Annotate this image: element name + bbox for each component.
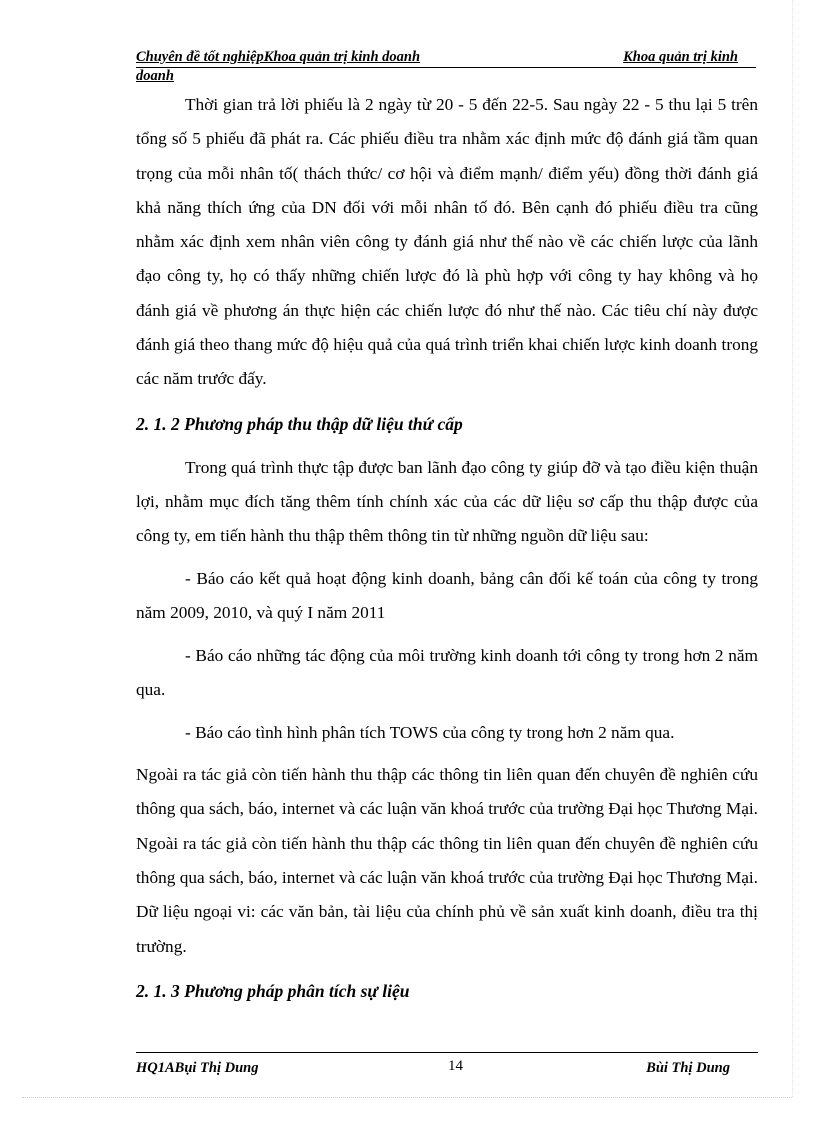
paragraph-survey-response: Thời gian trả lời phiếu là 2 ngày từ 20 - 5 đến 22-5. Sau ngày 22 - 5 thu lại 5 trên tổng số 5 phiếu đã phát ra. Các phiếu điều tra nhằm xác định mức độ đánh giá tầm quan trọng của mỗi nhân tố( thách thức/ cơ hội và điểm mạnh/ điểm yếu) đồng thời đánh giá khả năng thích ứng của DN đối với mỗi nhân tố đó. Bên cạnh đó phiếu điều tra cũng nhằm xác định xem nhân viên công ty đánh giá như thế nào về các chiến lược của lãnh đạo công ty, họ có thấy những chiến lược đó là phù hợp với công ty hay không và họ đánh giá về phương án thực hiện các chiến lược đó như thế nào. Các tiêu chí này được đánh giá theo thang mức độ hiệu quả của quá trình triển khai chiến lược kinh doanh trong các năm trước đấy. (136, 95, 758, 389)
header-rule (136, 67, 756, 68)
paragraph-additional-sources: Ngoài ra tác giả còn tiến hành thu thập các thông tin liên quan đến chuyên đề nghiên cứu thông qua sách, báo, internet và các luận văn khoá trước của trường Đại học Thương Mại. Ngoài ra tác giả còn tiến hành thu thập các thông tin liên quan đến chuyên đề nghiên cứu thông qua sách, báo, internet và các luận văn khoá trước của trường Đại học Thương Mại. Dữ liệu ngoại vi: các văn bản, tài liệu của chính phủ về sản xuất kinh doanh, điều tra thị trường. (136, 765, 758, 956)
paragraph-secondary-data-intro: Trong quá trình thực tập được ban lãnh đạo công ty giúp đỡ và tạo điều kiện thuận lợi, nhằm mục đích tăng thêm tính chính xác của các dữ liệu sơ cấp thu thập được của công ty, em tiến hành thu thập thêm thông tin từ những nguồn dữ liệu sau: (136, 457, 758, 546)
list-item-business-report: - Báo cáo kết quả hoạt động kinh doanh, bảng cân đối kế toán của công ty trong năm 2009, 2010, và quý I năm 2011 (136, 568, 758, 623)
section-heading-secondary-data: 2. 1. 2 Phương pháp thu thập dữ liệu thứ cấp (136, 413, 463, 434)
footer-right-text: Bùi Thị Dung (646, 1060, 730, 1076)
footer-left-text: HQ1ABụi Thị Dung (136, 1060, 259, 1076)
header-right-text: Khoa quản trị kinh (623, 49, 738, 65)
list-item-environment-report: - Báo cáo những tác động của môi trường kinh doanh tới công ty trong hơn 2 năm qua. (136, 645, 758, 700)
footer-rule (136, 1052, 758, 1053)
header-row (136, 48, 758, 67)
header-continuation: doanh (136, 68, 174, 84)
page-number: 14 (448, 1058, 463, 1074)
section-heading-analysis-method: 2. 1. 3 Phương pháp phân tích sự liệu (136, 980, 410, 1001)
page-header (136, 48, 758, 86)
document-body (136, 88, 758, 1008)
page-edge-bottom (22, 1097, 792, 1098)
page-edge-right (792, 0, 793, 1097)
list-item-tows-report: - Báo cáo tình hình phân tích TOWS của công ty trong hơn 2 năm qua. (185, 722, 675, 742)
header-left-text: Chuyên đề tốt nghiệpKhoa quản trị kinh doanh (136, 49, 421, 65)
page-footer (136, 1056, 758, 1078)
